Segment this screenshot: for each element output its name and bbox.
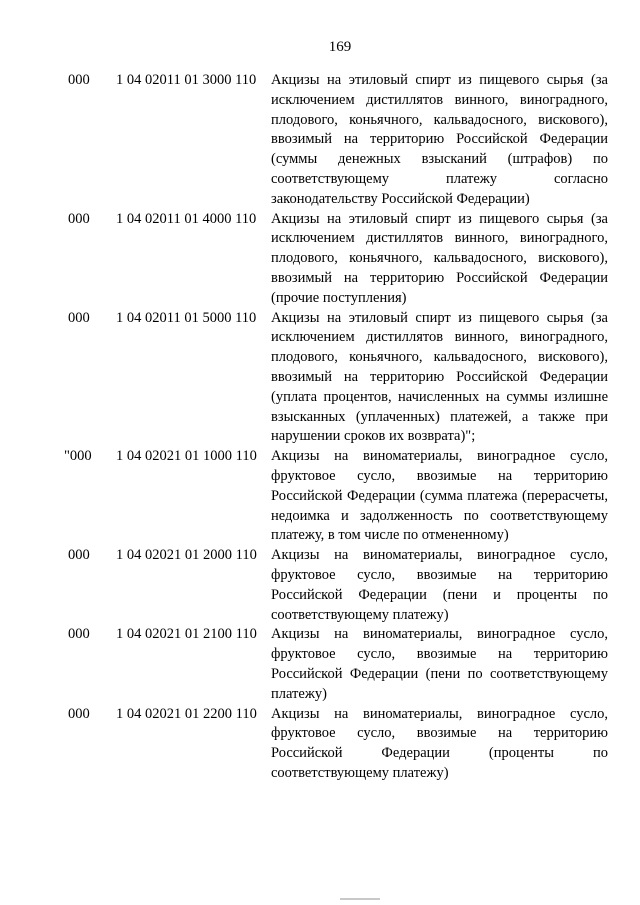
table-row <box>0 625 640 704</box>
kbk-code: 1 04 02011 01 4000 110 <box>116 210 257 227</box>
row-description: Акцизы на виноматериалы, виноградное сусло, фруктовое сусло, ввозимые на территорию Российской Федерации (сумма платежа (перерасчеты, недоимка и задолженность по соответствующему платежу, в том числе по отмененному) <box>271 448 608 544</box>
scan-artifact <box>340 898 380 900</box>
table-row <box>0 705 640 784</box>
admin-code: 000 <box>68 210 90 227</box>
admin-code: 000 <box>68 626 90 643</box>
kbk-code: 1 04 02011 01 5000 110 <box>116 309 257 326</box>
admin-code: 000 <box>68 72 90 88</box>
admin-code: 000 <box>68 705 90 722</box>
table-row <box>0 71 640 210</box>
admin-code: 000 <box>68 547 90 564</box>
table-row <box>0 210 640 309</box>
row-description: Акцизы на этиловый спирт из пищевого сырья (за исключением дистиллятов винного, виноградного, плодового, коньячного, кальвадосного, вискового), ввозимый на территорию Российской Федерации (уплата процентов, начисленных на суммы излишне взысканных (уплаченных) платежей, а также при нарушении сроков их возврата)"; <box>271 309 608 445</box>
row-description: Акцизы на этиловый спирт из пищевого сырья (за исключением дистиллятов винного, виноградного, плодового, коньячного, кальвадосного, вискового), ввозимый на территорию Российской Федерации (прочие поступления) <box>271 210 608 306</box>
row-description: Акцизы на виноматериалы, виноградное сусло, фруктовое сусло, ввозимые на территорию Российской Федерации (проценты по соответствующему платежу) <box>271 705 608 781</box>
table-row <box>0 447 640 546</box>
kbk-table <box>0 71 640 784</box>
row-description: Акцизы на этиловый спирт из пищевого сырья (за исключением дистиллятов винного, виноградного, плодового, коньячного, кальвадосного, вискового), ввозимый на территорию Российской Федерации (суммы денежных взысканий (штрафов) по соответствующему платежу согласно законодательству Российской Федерации) <box>271 72 608 207</box>
kbk-code: 1 04 02011 01 3000 110 <box>116 72 257 88</box>
page-number: 169 <box>328 39 352 55</box>
table-row <box>0 546 640 625</box>
row-description: Акцизы на виноматериалы, виноградное сусло, фруктовое сусло, ввозимые на территорию Российской Федерации (пени и проценты по соответствующему платежу) <box>271 547 608 623</box>
admin-code: "000 <box>64 448 92 465</box>
table-row <box>0 309 640 448</box>
admin-code: 000 <box>68 309 90 326</box>
kbk-code: 1 04 02021 01 2000 110 <box>116 547 257 564</box>
kbk-code: 1 04 02021 01 2100 110 <box>116 626 257 643</box>
kbk-code: 1 04 02021 01 1000 110 <box>116 448 257 465</box>
row-description: Акцизы на виноматериалы, виноградное сусло, фруктовое сусло, ввозимые на территорию Российской Федерации (пени по соответствующему платежу) <box>271 626 608 702</box>
kbk-code: 1 04 02021 01 2200 110 <box>116 705 257 722</box>
